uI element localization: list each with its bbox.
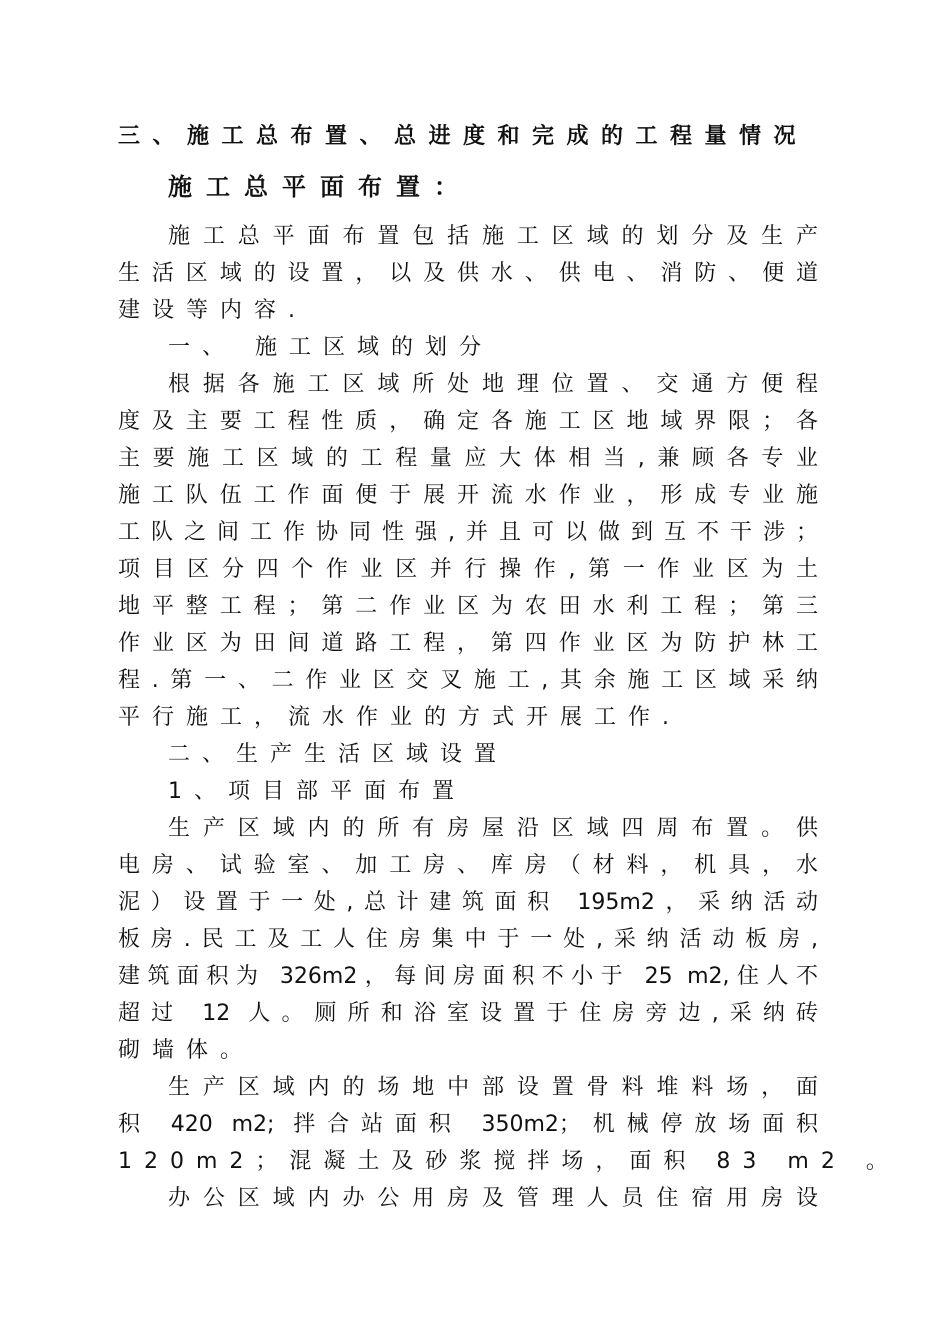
paragraph-line: 作业区为田间道路工程，第四作业区为防护林工 [118, 631, 818, 656]
paragraph-line: 平行施工，流水作业的方式开展工作. [118, 705, 681, 730]
paragraph-line: 120m2；混凝土及砂浆搅拌场，面积 83 m2 。 [118, 1149, 900, 1174]
paragraph-line: 泥）设置于一处,总计建筑面积 195m2，采纳活动 [118, 890, 818, 915]
paragraph-line: 电房、试验室、加工房、库房（材料，机具，水 [118, 853, 818, 878]
paragraph-line: 超过 12 人。厕所和浴室设置于住房旁边,采纳砖 [118, 1001, 818, 1026]
paragraph-line: 度及主要工程性质，确定各施工区地域界限；各 [118, 409, 818, 434]
paragraph-line: 工队之间工作协同性强,并且可以做到互不干涉； [118, 520, 818, 545]
paragraph-line: 办公区域内办公用房及管理人员住宿用房设 [168, 1186, 818, 1211]
paragraph-line: 根据各施工区域所处地理位置、交通方便程 [168, 372, 818, 397]
paragraph-line: 地平整工程；第二作业区为农田水利工程；第三 [118, 594, 818, 619]
paragraph-line: 生活区域的设置，以及供水、供电、消防、便道 [118, 261, 818, 286]
paragraph-line: 程.第一、二作业区交叉施工,其余施工区域采纳 [118, 668, 818, 693]
paragraph-line: 建筑面积为 326m2，每间房面积不小于 25 m2,住人不 [118, 964, 818, 989]
paragraph-line: 项目区分四个作业区并行操作,第一作业区为土 [118, 557, 818, 582]
paragraph-line: 施工队伍工作面便于展开流水作业，形成专业施 [118, 483, 818, 508]
paragraph-line: 生产区域内的所有房屋沿区域四周布置。供 [168, 816, 818, 841]
subsection-heading: 施工总平面布置： [168, 172, 472, 201]
section-heading: 三、施工总布置、总进度和完成的工程量情况 [118, 124, 809, 149]
paragraph-line: 砌墙体。 [118, 1038, 255, 1063]
paragraph-line: 板房.民工及工人住房集中于一处,采纳活动板房, [118, 927, 818, 952]
paragraph-line: 积 420 m2; 拌合站面积 350m2；机械停放场面积 [118, 1112, 818, 1137]
paragraph-line: 生产区域内的场地中部设置骨料堆料场，面 [168, 1075, 818, 1100]
paragraph-line: 施工总平面布置包括施工区域的划分及生产 [168, 224, 818, 249]
item-heading: 二、生产生活区域设置 [168, 742, 509, 767]
item-heading: 1、项目部平面布置 [168, 779, 466, 804]
paragraph-line: 主要施工区域的工程量应大体相当,兼顾各专业 [118, 446, 818, 471]
paragraph-line: 建设等内容. [118, 298, 307, 323]
item-heading: 一、 施工区域的划分 [168, 335, 493, 360]
